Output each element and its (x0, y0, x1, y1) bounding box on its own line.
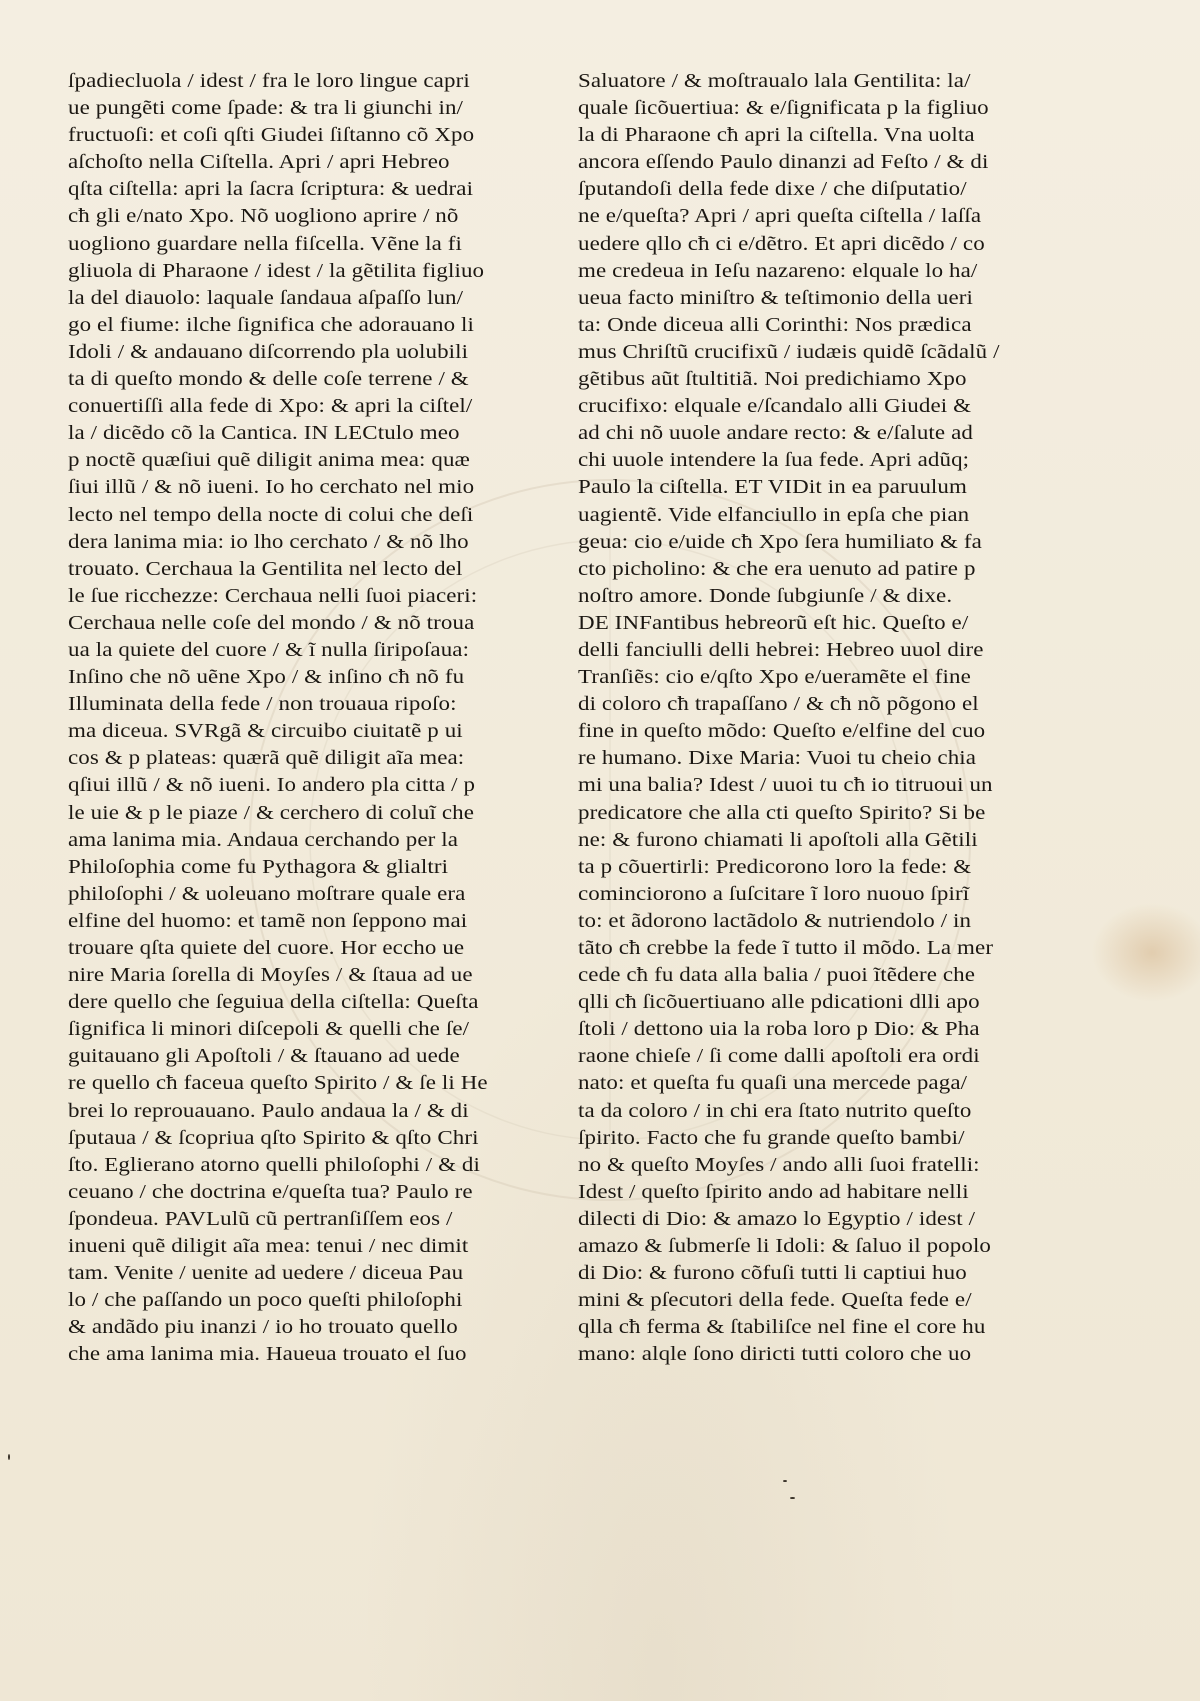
text-line: ueua facto miniſtro & teſtimonio della ueri (578, 286, 974, 309)
text-line: Tranſiẽs: cio e/qſto Xpo e/ueramẽte el fine (578, 666, 971, 689)
text-line: to: et ãdorono lactãdolo & nutriendolo / in (578, 909, 972, 932)
text-line: amazo & ſubmerſe li Idoli: & ſaluo il popolo (578, 1235, 992, 1258)
text-line: che ama lanima mia. Haueua trouato el ſuo (68, 1343, 467, 1366)
text-line: lo / che paſſando un poco queſti philoſophi (68, 1289, 463, 1312)
text-line: re quello cħ faceua queſto Spirito / & ſe li He (68, 1072, 488, 1095)
text-line: qſta ciſtella: apri la ſacra ſcriptura: & uedrai (68, 178, 474, 201)
text-line: ta: Onde diceua alli Corinthi: Nos prædica (578, 313, 972, 336)
text-line: dilecti di Dio: & amazo lo Egyptio / idest / (578, 1207, 976, 1230)
text-line: elfine del huomo: et tamẽ non ſeppono mai (68, 909, 468, 932)
text-line: go el fiume: ilche ſignifica che adorauano li (68, 313, 475, 336)
text-line: re humano. Dixe Maria: Vuoi tu cheio chia (578, 747, 977, 770)
text-line: dera lanima mia: io lho cerchato / & nõ lho (68, 530, 469, 553)
text-line: la di Pharaone cħ apri la ciſtella. Vna uolta (578, 124, 975, 147)
text-line: DE INFantibus hebreorũ eſt hic. Queſto e/ (578, 611, 969, 634)
text-line: chi uuole intendere la ſua fede. Apri adũq; (578, 449, 970, 472)
text-line: dere quello che ſeguiua della ciſtella: Queſta (68, 991, 479, 1014)
text-line: ſputaua / & ſcopriua qſto Spirito & qſto Chri (68, 1126, 479, 1149)
text-line: philoſophi / & uoleuano moſtrare quale era (68, 882, 466, 905)
text-line: mus Chriſtũ crucifixũ / iudæis quidẽ ſcãdalũ / (578, 340, 1000, 363)
text-line: ta p cõuertirli: Predicorono loro la fede: & (578, 855, 972, 878)
text-line: Idest / queſto ſpirito ando ad habitare nelli (578, 1180, 969, 1203)
text-line: fine in queſto mõdo: Queſto e/elfine del cuo (578, 720, 986, 743)
text-line: qlli cħ ſicõuertiuano alle pdicationi dlli apo (578, 991, 980, 1014)
text-line: ue pungẽti come ſpade: & tra li giunchi in/ (68, 97, 464, 120)
text-line: ceuano / che doctrina e/queſta tua? Paulo re (68, 1180, 473, 1203)
text-line: uogliono guardare nella fiſcella. Vẽne la fi (68, 232, 463, 255)
text-line: quale ſicõuertiua: & e/ſignificata p la figliuo (578, 97, 989, 120)
text-line: uedere qllo cħ ci e/dẽtro. Et apri dicẽdo / co (578, 232, 985, 255)
text-line: ſto. Eglierano atorno quelli philoſophi / & di (68, 1153, 481, 1176)
text-line: cominciorono a ſuſcitare ĩ loro nuouo ſpirĩ (578, 882, 970, 905)
text-line: me credeua in Ieſu nazareno: elquale lo ha/ (578, 259, 978, 282)
text-line: di coloro cħ trapaſſano / & cħ nõ põgono el (578, 693, 979, 716)
text-line: inueni quẽ diligit aĩa mea: tenui / nec dimit (68, 1235, 469, 1258)
text-line: Idoli / & andauano diſcorrendo pla uolubili (68, 340, 469, 363)
text-line: crucifixo: elquale e/ſcandalo alli Giudei & (578, 395, 972, 418)
text-line: ne: & furono chiamati li apoſtoli alla Gẽtili (578, 828, 978, 851)
text-line: Inſino che nõ uẽne Xpo / & inſino cħ nõ fu (68, 666, 465, 689)
text-column-right (578, 68, 1048, 1369)
ink-speck (783, 1480, 787, 1482)
text-line: di Dio: & furono cõfuſi tutti li captiui huo (578, 1262, 967, 1285)
ink-speck (8, 1454, 10, 1460)
text-line: nire Maria ſorella di Moyſes / & ſtaua ad ue (68, 964, 473, 987)
text-line: Cerchaua nelle coſe del mondo / & nõ troua (68, 611, 475, 634)
text-line: gẽtibus aũt ſtultitiã. Noi predichiamo Xpo (578, 368, 967, 391)
text-line: ne e/queſta? Apri / apri queſta ciſtella / laſſa (578, 205, 982, 228)
text-line: ſpondeua. PAVLulũ cũ pertranſiſſem eos / (68, 1207, 453, 1230)
text-line: ſignifica li minori diſcepoli & quelli che ſe/ (68, 1018, 470, 1041)
text-line: trouare qſta quiete del cuore. Hor eccho ue (68, 937, 465, 959)
text-line: Philoſophia come fu Pythagora & glialtri (68, 855, 449, 878)
text-line: guitauano gli Apoſtoli / & ſtauano ad uede (68, 1045, 460, 1068)
text-line: ſpadiecluola / idest / fra le loro lingue capri (68, 70, 470, 92)
text-line: la / dicẽdo cõ la Cantica. IN LECtulo meo (68, 422, 460, 445)
text-line: ſiui illũ / & nõ iueni. Io ho cerchato nel mio (68, 476, 475, 499)
text-line: & andãdo piu inanzi / io ho trouato quello (68, 1316, 458, 1339)
text-line: ad chi nõ uuole andare recto: & e/ſalute ad (578, 422, 973, 445)
text-line: predicatore che alla cti queſto Spirito? Si be (578, 801, 986, 824)
text-line: ſpirito. Facto che fu grande queſto bambi/ (578, 1126, 965, 1149)
text-line: mano: alqle ſono diricti tutti coloro che uo (578, 1343, 972, 1366)
text-line: cto picholino: & che era uenuto ad patire p (578, 557, 976, 580)
text-line: ua la quiete del cuore / & ĩ nulla ſiripoſaua: (68, 638, 470, 661)
text-line: raone chieſe / ſi come dalli apoſtoli era ordi (578, 1045, 980, 1068)
text-line: ſputandoſi della fede dixe / che diſputatio/ (578, 178, 967, 201)
text-line: le ſue ricchezze: Cerchaua nelli ſuoi piaceri: (68, 584, 478, 607)
text-line: p noctẽ quæſiui quẽ diligit anima mea: quæ (68, 449, 470, 472)
text-line: le uie & p le piaze / & cerchero di coluĩ che (68, 801, 475, 824)
text-line: cede cħ fu data alla balia / puoi ĩtẽdere che (578, 964, 976, 987)
text-line: fructuoſi: et coſi qſti Giudei ſiſtanno cõ Xpo (68, 124, 475, 147)
text-line: tam. Venite / uenite ad uedere / diceua Pau (68, 1262, 464, 1285)
text-line: ancora eſſendo Paulo dinanzi ad Feſto / & di (578, 151, 989, 174)
ink-speck (790, 1497, 795, 1499)
text-line: noſtro amore. Donde ſubgiunſe / & dixe. (578, 584, 953, 607)
text-line: ama lanima mia. Andaua cerchando per la (68, 828, 459, 851)
text-line: Saluatore / & moſtraualo lala Gentilita: la/ (578, 70, 971, 92)
text-line: delli fanciulli delli hebrei: Hebreo uuol dire (578, 638, 984, 661)
text-line: nato: et queſta fu quaſi una mercede paga/ (578, 1072, 968, 1095)
text-line: aſchoſto nella Ciſtella. Apri / apri Hebreo (68, 151, 450, 174)
text-line: ma diceua. SVRgã & circuibo ciuitatẽ p ui (68, 720, 463, 743)
text-line: tãto cħ crebbe la fede ĩ tutto il mõdo. La mer (578, 937, 994, 959)
text-line: qſiui illũ / & nõ iueni. Io andero pla citta / p (68, 774, 476, 797)
text-line: Paulo la ciſtella. ET VIDit in ea paruulum (578, 476, 967, 499)
text-line: uagientẽ. Vide elfanciullo in epſa che pian (578, 503, 970, 526)
text-line: gliuola di Pharaone / idest / la gẽtilita figliuo (68, 259, 485, 282)
text-line: ta da coloro / in chi era ſtato nutrito queſto (578, 1099, 972, 1122)
text-line: mi una balia? Idest / uuoi tu cħ io titruoui un (578, 774, 993, 797)
text-line: geua: cio e/uide cħ Xpo ſera humiliato & fa (578, 530, 982, 553)
text-line: Illuminata della fede / non trouaua ripoſo: (68, 693, 457, 716)
text-line: ta di queſto mondo & delle coſe terrene / & (68, 368, 469, 391)
text-line: cħ gli e/nato Xpo. Nõ uogliono aprire / nõ (68, 205, 459, 228)
text-line: lecto nel tempo della nocte di colui che deſi (68, 503, 474, 526)
text-line: mini & pſecutori della fede. Queſta fede e/ (578, 1289, 972, 1312)
text-line: conuertiſſi alla fede di Xpo: & apri la ciſtel/ (68, 395, 473, 418)
text-line: brei lo reprouauano. Paulo andaua la / & di (68, 1099, 469, 1122)
text-line: cos & p plateas: quærã quẽ diligit aĩa mea: (68, 747, 465, 770)
text-line: trouato. Cerchaua la Gentilita nel lecto del (68, 557, 463, 580)
text-line: la del diauolo: laquale ſandaua aſpaſſo lun/ (68, 286, 464, 309)
text-line: qlla cħ ferma & ſtabiliſce nel fine el core hu (578, 1316, 986, 1339)
text-line: no & queſto Moyſes / ando alli ſuoi fratelli: (578, 1153, 980, 1176)
text-line: ſtoli / dettono uia la roba loro p Dio: & Pha (578, 1018, 980, 1041)
text-column-left (68, 68, 528, 1369)
